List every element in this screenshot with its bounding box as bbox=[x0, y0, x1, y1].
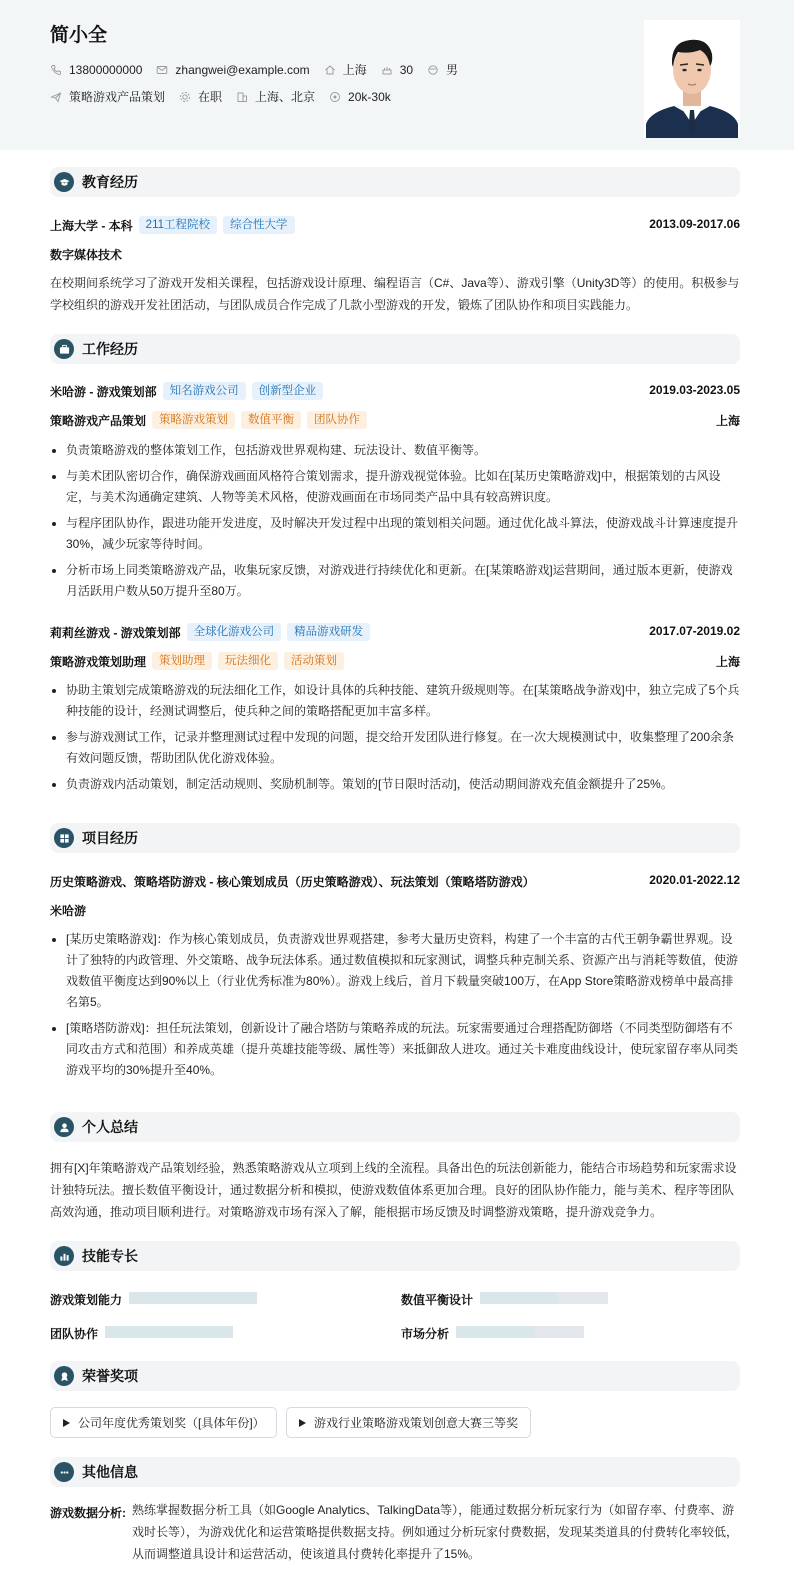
skill-bar-fill bbox=[105, 1326, 233, 1338]
skill-bar-fill bbox=[456, 1326, 533, 1338]
list-item: 与美术团队密切合作，确保游戏画面风格符合策划需求，提升游戏视觉体验。比如在[某历史策略游戏]中，根据策划的古风设定，与美术沟通确定建筑、人物等美术风格，使游戏画面在市场同类产品中具有较高辨识度。 bbox=[50, 466, 740, 508]
project-org: 米哈游 bbox=[50, 904, 87, 918]
city-item bbox=[324, 61, 367, 78]
age-item bbox=[381, 63, 413, 77]
section-summary bbox=[50, 1112, 740, 1142]
home-icon bbox=[324, 64, 336, 76]
list-item: 协助主策划完成策略游戏的玩法细化工作，如设计具体的兵种技能、建筑升级规则等。在[某策略战争游戏]中，独立完成了5个兵种技能的设计，经测试调整后，使兵种之间的策略搭配更加丰富多样。 bbox=[50, 680, 740, 722]
list-item: 参与游戏测试工作，记录并整理测试过程中发现的问题，提交给开发团队进行修复。在一次大规模测试中，收集整理了200余条有效问题反馈，帮助团队优化游戏体验。 bbox=[50, 727, 740, 769]
job-bullets bbox=[50, 680, 740, 800]
gender-text: 男 bbox=[446, 63, 459, 77]
skill-name: 数值平衡设计 bbox=[401, 1293, 474, 1307]
section-title: 荣誉奖项 bbox=[82, 1368, 138, 1384]
email-text: zhangwei@example.com bbox=[175, 62, 310, 77]
section-skills bbox=[50, 1241, 740, 1271]
email-icon bbox=[156, 64, 168, 76]
job-period: 2019.03-2023.05 bbox=[649, 383, 740, 397]
education-description: 在校期间系统学习了游戏开发相关课程，包括游戏设计原理、编程语言（C#、Java等）、游戏引擎（Unity3D等）的使用。积极参与学校组织的游戏开发社团活动，与团队成员合作完成了几款小型游戏的开发，锻炼了团队协作和项目实践能力。 bbox=[50, 276, 740, 312]
project-title: 历史策略游戏、策略塔防游戏 - 核心策划成员（历史策略游戏）、玩法策划（策略塔防游戏） bbox=[50, 875, 535, 889]
age-text: 30 bbox=[399, 62, 414, 77]
job-location: 上海 bbox=[715, 655, 740, 669]
section-title: 其他信息 bbox=[82, 1464, 138, 1480]
position-text: 策略游戏产品策划 bbox=[69, 90, 166, 104]
job-role bbox=[50, 652, 344, 670]
profile-photo bbox=[644, 20, 740, 138]
other-label: 游戏数据分析: bbox=[50, 1506, 126, 1520]
award-text: 游戏行业策略游戏策划创意大赛三等奖 bbox=[314, 1416, 519, 1430]
section-title: 工作经历 bbox=[82, 341, 138, 357]
grid-icon bbox=[54, 828, 74, 848]
bar-chart-icon bbox=[54, 1246, 74, 1266]
job-company bbox=[50, 623, 370, 641]
school-name: 上海大学 - 本科 bbox=[50, 218, 133, 233]
job-location: 上海 bbox=[715, 414, 740, 428]
section-other bbox=[50, 1457, 740, 1487]
skill-bar bbox=[105, 1326, 233, 1338]
skill-bar bbox=[456, 1326, 584, 1338]
skill-bar bbox=[480, 1292, 608, 1304]
section-title: 项目经历 bbox=[82, 830, 138, 846]
education-period: 2013.09-2017.06 bbox=[649, 217, 740, 231]
company-tag: 创新型企业 bbox=[252, 382, 324, 400]
phone-icon bbox=[50, 64, 62, 76]
education-school bbox=[50, 216, 295, 234]
section-project bbox=[50, 823, 740, 853]
candidate-name: 简小全 bbox=[50, 25, 108, 46]
summary-text: 拥有[X]年策略游戏产品策划经验，熟悉策略游戏从立项到上线的全流程。具备出色的玩法创新能力，能结合市场趋势和玩家需求设计独特玩法。擅长数值平衡设计，通过数据分析和模拟，使游戏数值体系更加合理。良好的团队协作能力，能与美术、程序等团队高效沟通，推动项目顺利进行。对策略游戏市场有深入了解，能根据市场反馈及时调整游戏策略，提升游戏竞争力。 bbox=[50, 1161, 737, 1219]
cake-icon bbox=[381, 64, 393, 76]
gender-item bbox=[427, 61, 458, 78]
status-icon bbox=[179, 91, 191, 103]
briefcase-icon bbox=[54, 339, 74, 359]
salary-text: 20k-30k bbox=[348, 89, 391, 104]
company-tag: 精品游戏研发 bbox=[287, 623, 370, 641]
project-bullets bbox=[50, 929, 740, 1086]
city-text: 上海 bbox=[342, 63, 367, 77]
target-city-item bbox=[236, 88, 315, 105]
role-tag: 策划助理 bbox=[152, 652, 212, 670]
email-item bbox=[156, 63, 309, 77]
list-item: 与程序团队协作，跟进功能开发进度，及时解决开发过程中出现的策划相关问题。通过优化战斗算法，使游戏战斗计算速度提升30%，减少玩家等待时间。 bbox=[50, 513, 740, 555]
play-icon bbox=[299, 1419, 306, 1427]
role-tag: 活动策划 bbox=[284, 652, 344, 670]
school-tag: 211工程院校 bbox=[139, 216, 217, 234]
status-item bbox=[179, 88, 222, 105]
section-title: 技能专长 bbox=[82, 1248, 138, 1264]
play-icon bbox=[63, 1419, 70, 1427]
list-item: 分析市场上同类策略游戏产品，收集玩家反馈，对游戏进行持续优化和更新。在[某策略游戏]运营期间，通过版本更新，使游戏月活跃用户数从50万提升至80万。 bbox=[50, 560, 740, 602]
list-item: 负责游戏内活动策划，制定活动规则、奖励机制等。策划的[节日限时活动]，使活动期间游戏充值金额提升了25%。 bbox=[50, 774, 740, 795]
list-item: [某历史策略游戏]：作为核心策划成员，负责游戏世界观搭建，参考大量历史资料，构建了一个丰富的古代王朝争霸世界观。设计了独特的内政管理、外交策略、战争玩法体系。通过数值模拟和玩家测试，调整兵种克制关系、资源产出与消耗等数值，使游戏数值平衡度达到90%以上（行业优秀标准为80%）。游戏上线后，首月下载量突破100万，在App Store策略游戏榜单中最高排名第5。 bbox=[50, 929, 740, 1013]
salary-item bbox=[329, 90, 391, 104]
position-item bbox=[50, 88, 165, 105]
role-name: 策略游戏产品策划 bbox=[50, 413, 147, 428]
gender-icon bbox=[427, 64, 439, 76]
phone-item bbox=[50, 63, 142, 77]
company-tag: 全球化游戏公司 bbox=[187, 623, 282, 641]
education-major: 数字媒体技术 bbox=[50, 248, 123, 262]
company-tag: 知名游戏公司 bbox=[163, 382, 246, 400]
project-period: 2020.01-2022.12 bbox=[649, 873, 740, 887]
job-bullets bbox=[50, 440, 740, 607]
job-period: 2017.07-2019.02 bbox=[649, 624, 740, 638]
school-tag: 综合性大学 bbox=[223, 216, 295, 234]
section-work bbox=[50, 334, 740, 364]
coin-icon bbox=[329, 91, 341, 103]
role-tag: 玩法细化 bbox=[218, 652, 278, 670]
section-title: 教育经历 bbox=[82, 174, 138, 190]
award-item bbox=[50, 1407, 277, 1438]
skill-bar bbox=[129, 1292, 257, 1304]
phone-text: 13800000000 bbox=[69, 62, 143, 77]
list-item: 负责策略游戏的整体策划工作，包括游戏世界观构建、玩法设计、数值平衡等。 bbox=[50, 440, 740, 461]
status-text: 在职 bbox=[198, 90, 223, 104]
info-icon bbox=[54, 1462, 74, 1482]
skill-name: 市场分析 bbox=[401, 1327, 450, 1341]
job-row bbox=[50, 88, 405, 105]
graduation-cap-icon bbox=[54, 172, 74, 192]
company-name: 莉莉丝游戏 - 游戏策划部 bbox=[50, 625, 181, 640]
skill-bar-fill bbox=[129, 1292, 257, 1304]
section-education bbox=[50, 167, 740, 197]
award-icon bbox=[54, 1366, 74, 1386]
role-name: 策略游戏策划助理 bbox=[50, 654, 147, 669]
award-text: 公司年度优秀策划奖（[具体年份]） bbox=[78, 1416, 265, 1430]
send-icon bbox=[50, 91, 62, 103]
skill-name: 游戏策划能力 bbox=[50, 1293, 123, 1307]
role-tag: 团队协作 bbox=[307, 411, 367, 429]
building-icon bbox=[236, 91, 248, 103]
award-item bbox=[286, 1407, 531, 1438]
role-tag: 策略游戏策划 bbox=[152, 411, 235, 429]
skill-bar-fill bbox=[480, 1292, 557, 1304]
target-city-text: 上海、北京 bbox=[255, 90, 316, 104]
other-text: 熟练掌握数据分析工具（如Google Analytics、TalkingData等），能通过数据分析玩家行为（如留存率、付费率、游戏时长等），为游戏优化和运营策略提供数据支持。例如通过分析玩家付费数据，发现某类道具的付费转化率较低，从而调整道具设计和运营活动，使该道具付费转化率提升了15%。 bbox=[132, 1503, 739, 1561]
contact-row bbox=[50, 61, 472, 78]
section-awards bbox=[50, 1361, 740, 1391]
role-tag: 数值平衡 bbox=[241, 411, 301, 429]
skill-name: 团队协作 bbox=[50, 1327, 99, 1341]
section-title: 个人总结 bbox=[82, 1119, 138, 1135]
job-role bbox=[50, 411, 367, 429]
list-item: [策略塔防游戏]：担任玩法策划，创新设计了融合塔防与策略养成的玩法。玩家需要通过合理搭配防御塔（不同类型防御塔有不同攻击方式和范围）和养成英雄（提升英雄技能等级、属性等）来抵御敌人进攻。通过关卡难度曲线设计，使玩家留存率从同类游戏平均的30%提升至40%。 bbox=[50, 1018, 740, 1081]
user-icon bbox=[54, 1117, 74, 1137]
company-name: 米哈游 - 游戏策划部 bbox=[50, 384, 157, 399]
job-company bbox=[50, 382, 323, 400]
resume-header bbox=[0, 0, 794, 150]
